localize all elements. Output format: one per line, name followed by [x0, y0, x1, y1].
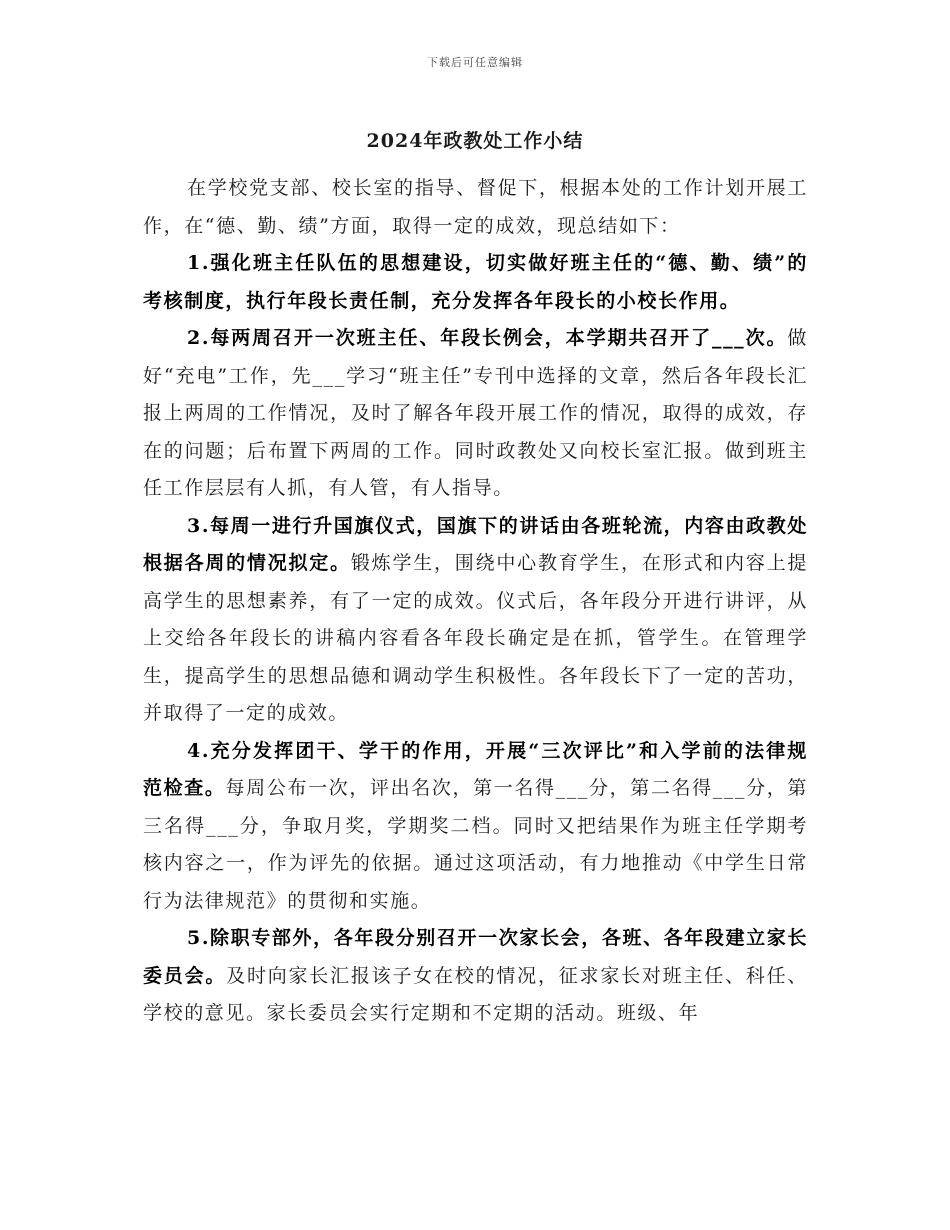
item-heading-1: 1.强化班主任队伍的思想建设，切实做好班主任的“德、勤、绩”的考核制度，执行年段长责任制，充分发挥各年段长的小校长作用。	[143, 252, 808, 312]
item-heading-2: 2.每两周召开一次班主任、年段长例会，本学期共召开了___次。	[187, 327, 788, 349]
item-heading-3: 3.每周一进行升国旗仪式，国旗下的讲话由各班轮流，内容由政教处根据各周的情况拟定。	[143, 514, 808, 574]
item-paragraph-2	[143, 320, 808, 508]
item-body-5: 及时向家长汇报该子女在校的情况，征求家长对班主任、科任、学校的意见。家长委员会实行定期和不定期的活动。班级、年	[143, 964, 808, 1024]
item-paragraph-4	[143, 733, 808, 921]
item-body-3: 锻炼学生，围绕中心教育学生，在形式和内容上提高学生的思想素养，有了一定的成效。仪式后，各年段分开进行讲评，从上交给各年段长的讲稿内容看各年段长确定是在抓，管学生。在管理学生，提高学生的思想品德和调动学生积极性。各年段长下了一定的苦功，并取得了一定的成效。	[143, 552, 808, 724]
item-body-4: 每周公布一次，评出名次，第一名得___分，第二名得___分，第三名得___分，争取月奖，学期奖二档。同时又把结果作为班主任学期考核内容之一，作为评先的依据。通过这项活动，有力地推动《中学生日常行为法律规范》的贯彻和实施。	[143, 777, 809, 912]
item-paragraph-1	[143, 245, 808, 320]
item-paragraph-3	[143, 508, 808, 733]
item-heading-5: 5.除职专部外，各年段分别召开一次家长会，各班、各年段建立家长委员会。	[143, 927, 808, 987]
item-body-2: 做好“充电”工作，先___学习“班主任”专刊中选择的文章，然后各年段长汇报上两周的工作情况，及时了解各年段开展工作的情况，取得的成效，存在的问题；后布置下两周的工作。同时政教处又向校长室汇报。做到班主任工作层层有人抓，有人管，有人指导。	[143, 327, 808, 499]
document-body	[143, 170, 808, 1033]
intro-paragraph: 在学校党支部、校长室的指导、督促下，根据本处的工作计划开展工作，在“德、勤、绩”方面，取得一定的成效，现总结如下：	[143, 177, 808, 237]
item-heading-4: 4.充分发挥团干、学干的作用，开展“三次评比”和入学前的法律规范检查。	[143, 739, 808, 799]
header-note: 下载后可任意编辑	[427, 56, 523, 69]
document-title: 2024年政教处工作小结	[366, 130, 584, 152]
item-paragraph-5	[143, 920, 808, 1033]
